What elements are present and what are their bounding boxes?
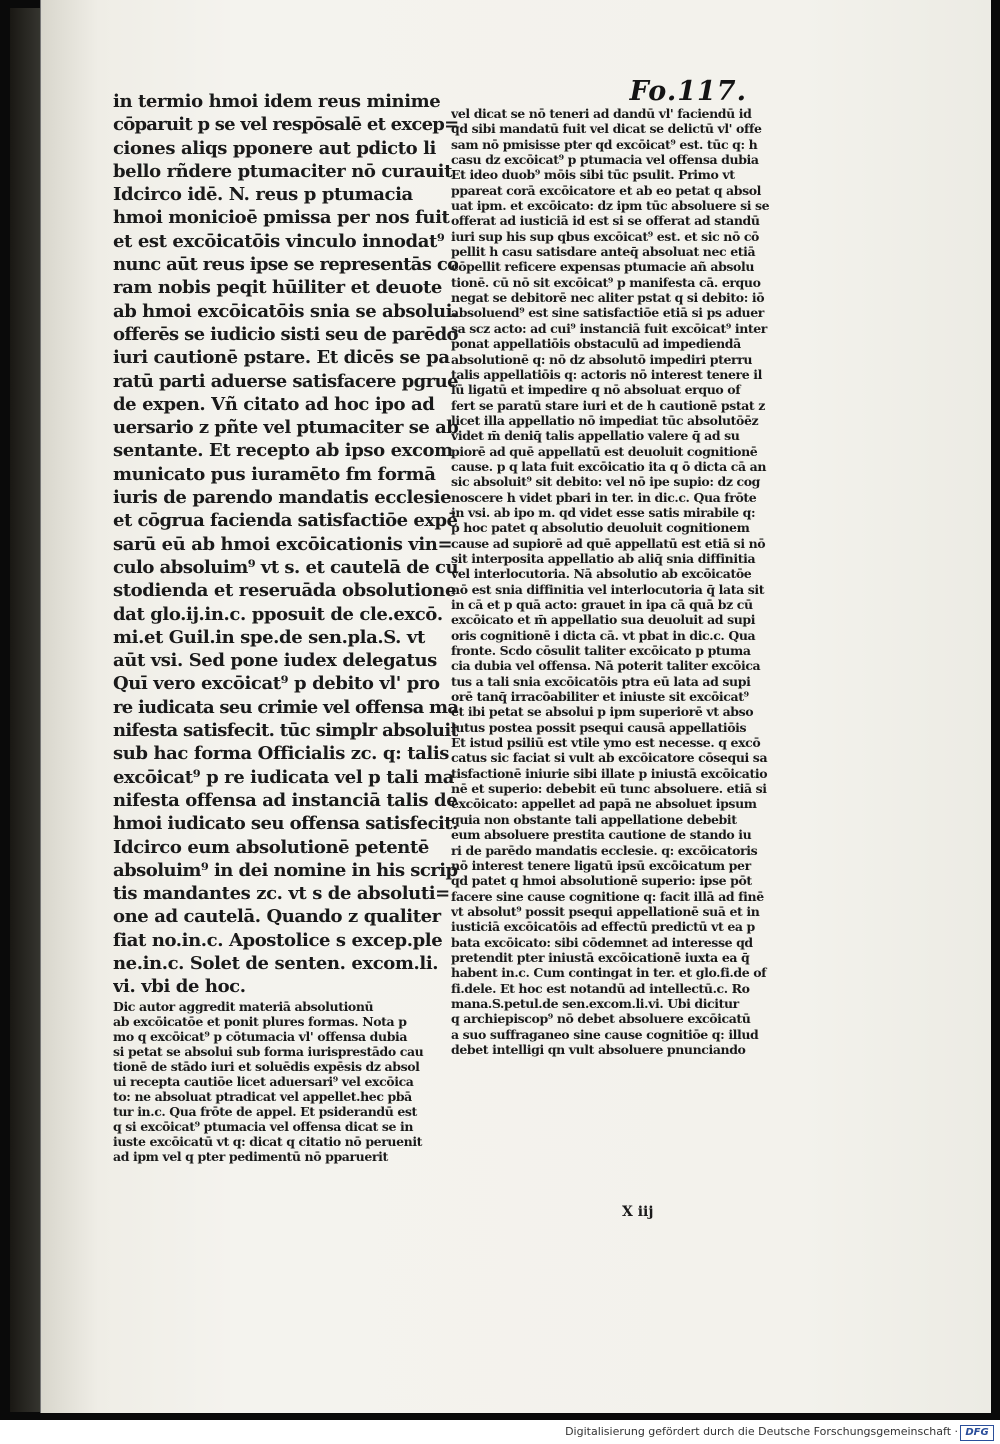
text-line: ab hmoi excōicatōis snia se absolui. xyxy=(113,300,458,322)
text-line: noscere h videt pbari in ter. in dic.c. Qua frōte xyxy=(451,489,757,505)
text-line: quia non obstante tali appellatione debebit xyxy=(451,811,737,827)
text-line: tisfactionē iniurie sibi illate p iniustā excōicatio xyxy=(451,765,768,781)
text-line: vt absolut⁹ possit psequi appellationē suā et in xyxy=(451,903,760,919)
text-line: municato pus iuramēto fm formā xyxy=(113,463,436,485)
text-line: excōicat⁹ p re iudicata vel p tali ma xyxy=(113,766,455,788)
text-line: negat se debitorē nec aliter pstat q si debito: iō xyxy=(451,290,765,306)
signature-mark: X iij xyxy=(622,1204,654,1220)
text-line: cause. p q lata fuit excōicatio ita q ō dicta cā an xyxy=(451,458,767,474)
text-line: ri de parēdo mandatis ecclesie. q: excōicatoris xyxy=(451,842,758,858)
text-line: offerat ad iusticiā id est si se offerat ad standū xyxy=(451,213,760,229)
text-line: nō interest tenere ligatū ipsū excōicatum per xyxy=(451,857,751,873)
text-line: facere sine cause cognitione q: facit illā ad finē xyxy=(451,888,764,904)
text-line: ram nobis peqit hūiliter et deuote xyxy=(113,277,442,299)
text-line: cause ad supiorē ad quē appellatū est etiā si nō xyxy=(451,535,766,551)
text-line: stodienda et reseruāda obsolutione xyxy=(113,580,456,602)
text-line: sarū eū ab hmoi excōicationis vin= xyxy=(113,533,453,555)
text-line: videt m̄ deniq̄ talis appellatio valere q̄ ad su xyxy=(451,428,740,444)
text-line: one ad cautelā. Quando z qualiter xyxy=(113,906,441,928)
text-line: ppareat corā excōicatore et ab eo petat q absol xyxy=(451,182,762,198)
text-line: iuris de parendo mandatis ecclesie xyxy=(113,487,452,509)
text-line: sub hac forma Officialis zc. q: talis xyxy=(113,743,449,765)
text-line: habent in.c. Cum contingat in ter. et glo.fi.de of xyxy=(451,965,767,981)
folio-number: Fo.117. xyxy=(629,76,747,107)
text-line: de expen. Vñ citato ad hoc ipo ad xyxy=(113,393,435,415)
text-line: ne.in.c. Solet de senten. excom.li. xyxy=(113,952,439,974)
text-line: in cā et p quā acto: grauet in ipa cā quā bz cū xyxy=(451,597,753,612)
text-line: debet intelligi qn vult absoluere pnunciando xyxy=(451,1041,746,1057)
text-line: a suo suffraganeo sine cause cognitiōe q: illud xyxy=(451,1026,759,1042)
text-line: Dic autor aggredit materiā absolutionū xyxy=(113,998,374,1014)
text-line: cia dubia vel offensa. Nā poterit taliter excōica xyxy=(451,658,761,674)
text-line: oris cognitionē i dicta cā. vt pbat in dic.c. Qua xyxy=(451,627,756,643)
text-line: orē tanq̄ irracōabiliter et iniuste sit excōicat⁹ xyxy=(451,689,749,705)
text-line: casu dz excōicat⁹ p ptumacia vel offensa dubia xyxy=(451,152,759,168)
text-line: ratū parti aduerse satisfacere pgrue xyxy=(113,370,458,392)
text-line: excōicato et m̄ appellatio sua deuoluit ad supi xyxy=(451,612,756,628)
text-line: tionē de stādo iuri et soluēdis expēsis dz absol xyxy=(113,1058,420,1074)
text-line: Idcirco eum absolutionē petentē xyxy=(113,836,429,858)
text-line: piorē ad quē appellatū est deuoluit cognitionē xyxy=(451,443,758,459)
text-line: sentante. Et recepto ab ipso excom xyxy=(113,440,453,462)
dfg-logo: DFG xyxy=(960,1425,994,1441)
text-line: re iudicata seu crimie vel offensa ma xyxy=(113,696,458,718)
text-line: iuri cautionē pstare. Et dicēs se pa xyxy=(113,347,450,369)
text-line: bata excōicato: sibi cōdemnet ad interesse qd xyxy=(451,934,753,950)
text-line: iuste excōicatū vt q: dicat q citatio nō peruenit xyxy=(113,1133,423,1149)
text-line: absolutionē q: nō dz absolutō impediri pterru xyxy=(451,351,753,367)
text-line: ponat appellatiōis obstaculū ad impediendā xyxy=(451,336,741,352)
text-line: sam nō pmisisse pter qd excōicat⁹ est. tūc q: h xyxy=(451,136,758,152)
text-line: hmoi monicioē pmissa per nos fuit xyxy=(113,207,450,229)
book-page xyxy=(40,0,991,1413)
text-line: Et ideo duob⁹ mōis sibi tūc psulit. Primo vt xyxy=(451,167,735,183)
text-line: excōicato: appellet ad papā ne absoluet ipsum xyxy=(451,796,757,812)
text-line: Et istud psiliū est vtile ymo est necesse. q excō xyxy=(451,735,761,751)
text-line: tionē. cū nō sit excōicat⁹ p manifesta cā. erquo xyxy=(451,274,761,290)
text-line: fert se paratū stare iuri et de h cautionē pstat z xyxy=(451,397,765,413)
left-column-text xyxy=(113,90,458,999)
text-line: tur in.c. Qua frōte de appel. Et psiderandū est xyxy=(113,1103,417,1119)
text-line: talis appellatiōis q: actoris nō interest tenere il xyxy=(451,366,762,382)
text-line: cōparuit p se vel respōsalē et excep= xyxy=(113,114,458,136)
text-line: catus sic faciat si vult ab excōicatore cōsequi sa xyxy=(451,750,768,766)
text-line: iuri sup his sup qbus excōicat⁹ est. et sic nō cō xyxy=(451,228,759,244)
text-line: tus a tali snia excōicatōis ptra eū lata ad supi xyxy=(451,673,751,689)
text-line: offerēs se iudicio sisti seu de parēdo xyxy=(113,323,458,345)
text-line: mana.S.petul.de sen.excom.li.vi. Ubi dicitur xyxy=(451,995,739,1011)
text-line: iusticiā excōicatōis ad effectū predictū vt ea p xyxy=(451,919,755,935)
text-line: qd patet q hmoi absolutionē superio: ipse pōt xyxy=(451,873,752,889)
text-line: sit interposita appellatio ab aliq̄ snia diffinitia xyxy=(451,550,756,566)
text-line: mi.et Guil.in spe.de sen.pla.S. vt xyxy=(113,626,425,648)
text-line: Quī vero excōicat⁹ p debito vl' pro xyxy=(113,673,440,695)
text-line: p hoc patet q absolutio deuoluit cognitionem xyxy=(451,520,750,536)
text-line: aūt vsi. Sed pone iudex delegatus xyxy=(113,650,437,672)
text-line: fronte. Scdo cōsulit taliter excōicato p ptuma xyxy=(451,643,751,659)
text-line: culo absoluim⁹ vt s. et cautelā de cu xyxy=(113,556,458,578)
text-line: nō est snia diffinitia vel interlocutoria q̄ lata sit xyxy=(451,581,765,597)
text-line: tis mandantes zc. vt s de absoluti= xyxy=(113,883,450,905)
text-line: q archiepiscop⁹ nō debet absoluere excōicatū xyxy=(451,1011,751,1027)
right-column xyxy=(451,106,786,1057)
text-line: in vsi. ab ipo m. qd videt esse satis mirabile q: xyxy=(451,504,756,520)
text-line: nē et superio: debebit eū tunc absoluere. etiā si xyxy=(451,781,767,797)
text-line: nunc aūt reus ipse se representās co xyxy=(113,254,458,276)
text-line: licet illa appellatio nō impediat tūc absolutōēz xyxy=(451,412,759,428)
footer-credit: Digitalisierung gefördert durch die Deutsche Forschungsgemeinschaft · xyxy=(565,1425,958,1438)
text-line: mo q excōicat⁹ p cōtumacia vl' offensa dubia xyxy=(113,1028,408,1044)
text-line: q si excōicat⁹ ptumacia vel offensa dicat se in xyxy=(113,1118,414,1134)
text-line: pretendit pter iniustā excōicationē iuxta ea q̄ xyxy=(451,949,750,965)
left-column xyxy=(113,90,458,1164)
text-line: et cōgrua facienda satisfactiōe expē xyxy=(113,510,458,532)
text-line: et ibi petat se absolui p ipm superiorē vt abso xyxy=(451,704,754,720)
text-line: sic absoluit⁹ sit debito: vel nō ipe supio: dz cog xyxy=(451,474,761,490)
text-line: fiat no.in.c. Apostolice s excep.ple xyxy=(113,929,443,951)
text-line: qd sibi mandatū fuit vel dicat se delictū vl' offe xyxy=(451,121,762,137)
text-line: in termio hmoi idem reus minime xyxy=(113,91,441,112)
text-line: nifesta offensa ad instanciā talis de xyxy=(113,789,458,811)
text-line: bello rñdere ptumaciter nō curauit xyxy=(113,160,452,182)
text-line: dat glo.ij.in.c. pposuit de cle.excō. xyxy=(113,603,443,625)
text-line: to: ne absoluat ptradicat vel appellet.hec pbā xyxy=(113,1088,412,1104)
text-line: absoluim⁹ in dei nomine in his scrip xyxy=(113,859,458,881)
text-line: eum absoluere prestita cautione de stando iu xyxy=(451,827,752,843)
text-line: uersario z pñte vel ptumaciter se ab xyxy=(113,417,458,439)
text-line: cōpellit reficere expensas ptumacie añ absolu xyxy=(451,259,755,275)
text-line: ui recepta cautiōe licet aduersari⁹ vel excōica xyxy=(113,1073,414,1089)
text-line: lutus postea possit psequi causā appellatiōis xyxy=(451,719,747,735)
text-line: vel dicat se nō teneri ad dandū vl' faciendū id xyxy=(451,106,752,121)
text-line: Idcirco idē. N. reus p ptumacia xyxy=(113,184,413,206)
text-line: sa scz acto: ad cui⁹ instanciā fuit excōicat⁹ inter xyxy=(451,320,767,336)
text-line: uat ipm. et excōicato: dz ipm tūc absoluere si se xyxy=(451,198,770,214)
text-line: et est excōicatōis vinculo innodat⁹ xyxy=(113,230,445,252)
text-line: ab excōicatōe et ponit plures formas. Nota p xyxy=(113,1013,407,1029)
text-line: ad ipm vel q pter pedimentū nō pparuerit xyxy=(113,1148,388,1164)
text-line: absoluend⁹ est sine satisfactiōe etiā si ps aduer xyxy=(451,305,764,321)
footer-bar xyxy=(0,1420,1000,1444)
text-line: vi. vbi de hoc. xyxy=(113,976,246,998)
text-line: fi.dele. Et hoc est notandū ad intellectū.c. Ro xyxy=(451,980,750,996)
text-line: nifesta satisfecit. tūc simplr absoluit xyxy=(113,720,458,742)
left-column-gloss xyxy=(113,999,458,1164)
text-line: pellit h casu satisdare anteq̄ absoluat nec etiā xyxy=(451,244,756,260)
text-line: ciones aliqs pponere aut pdicto li xyxy=(113,137,436,159)
text-line: lū ligatū et impedire q nō absoluat erquo of xyxy=(451,382,741,398)
text-line: hmoi iudicato seu offensa satisfecit. xyxy=(113,813,458,835)
text-line: si petat se absolui sub forma iurisprestādo cau xyxy=(113,1043,424,1059)
text-line: vel interlocutoria. Nā absolutio ab excōicatōe xyxy=(451,566,752,582)
